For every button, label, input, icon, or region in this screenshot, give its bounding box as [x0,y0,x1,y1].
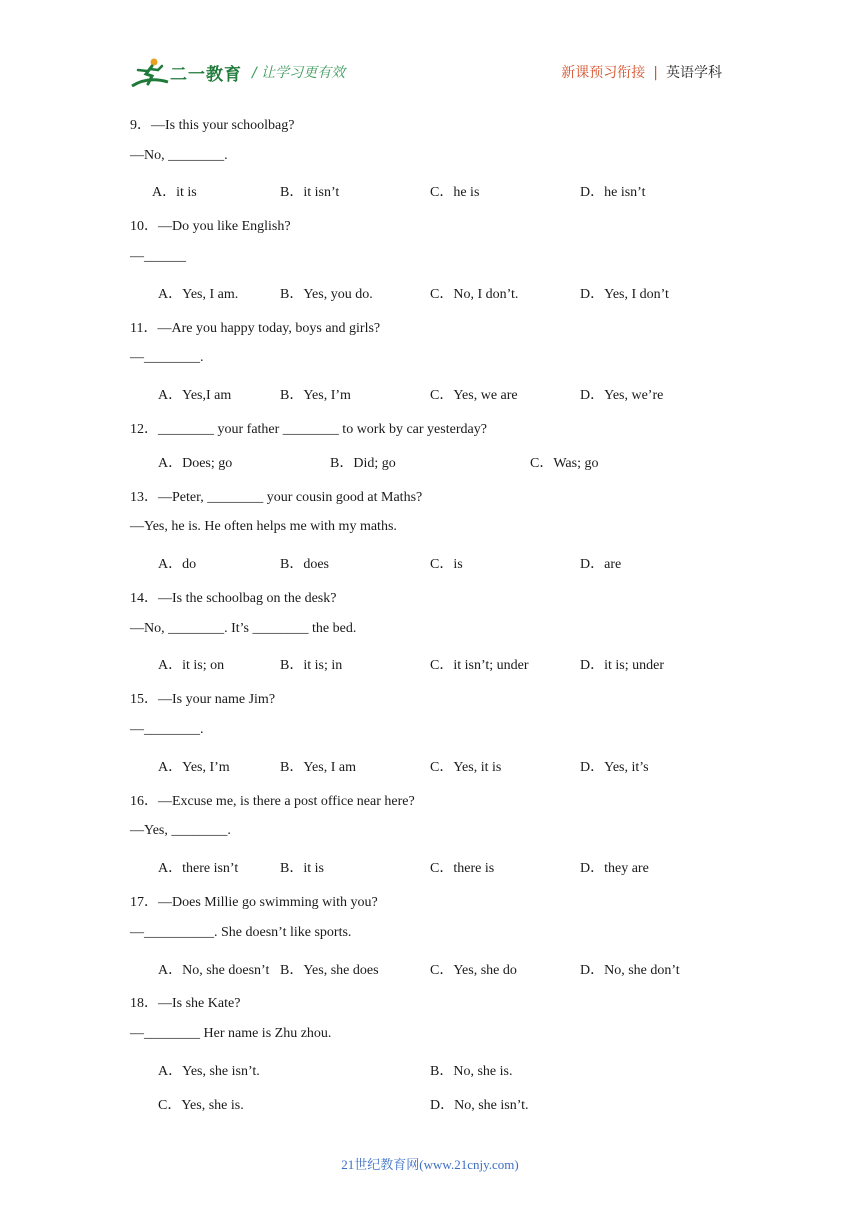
question-11-option-a: A．Yes,I am [158,388,232,403]
question-11-option-c: C．Yes, we are [430,388,518,403]
question-10-option-c: C．No, I don’t. [430,287,519,302]
runner-logo-icon [130,56,170,90]
slogan: / 让学习更有效 [252,65,346,81]
question-15-stem: 15．—Is your name Jim? [130,692,276,707]
question-13-option-d: D．are [580,557,622,572]
question-17-option-c: C．Yes, she do [430,963,517,978]
question-17-option-d: D．No, she don’t [580,963,680,978]
question-14-stem: 14．—Is the schoolbag on the desk? [130,591,337,606]
question-9-option-c: C．he is [430,185,480,200]
question-15-option-b: B．Yes, I am [280,760,356,775]
question-16-option-a: A．there isn’t [158,861,239,876]
question-18-stem: 18．—Is she Kate? [130,996,241,1011]
question-14-option-b: B．it is; in [280,658,343,673]
course-title: 新课预习衔接 [561,65,646,81]
question-13-stem: 13．—Peter, ________ your cousin good at Maths? [130,490,423,505]
question-9-stem: 9．—Is this your schoolbag? [130,118,295,133]
question-18-answer-line: —________ Her name is Zhu zhou. [130,1026,332,1041]
question-9-answer-line: —No, ________. [130,148,228,163]
question-10-option-b: B．Yes, you do. [280,287,373,302]
question-11-option-b: B．Yes, I’m [280,388,351,403]
question-9-option-d: D．he isn’t [580,185,646,200]
question-10-option-d: D．Yes, I don’t [580,287,669,302]
question-17-option-a: A．No, she doesn’t [158,963,270,978]
question-18-option-d: D．No, she isn’t. [430,1098,529,1113]
question-13-option-b: B．does [280,557,329,572]
question-17-stem: 17．—Does Millie go swimming with you? [130,895,378,910]
question-10-stem: 10．—Do you like English? [130,219,291,234]
question-17-option-b: B．Yes, she does [280,963,379,978]
subject-title: 英语学科 [666,65,722,81]
question-17-answer-line: —__________. She doesn’t like sports. [130,925,352,940]
question-15-option-c: C．Yes, it is [430,760,502,775]
question-10-option-a: A．Yes, I am. [158,287,239,302]
question-11-stem: 11．—Are you happy today, boys and girls? [130,321,381,336]
question-16-option-d: D．they are [580,861,649,876]
question-16-option-c: C．there is [430,861,495,876]
question-14-option-c: C．it isn’t; under [430,658,529,673]
question-14-option-a: A．it is; on [158,658,225,673]
question-15-option-a: A．Yes, I’m [158,760,230,775]
question-14-answer-line: —No, ________. It’s ________ the bed. [130,621,357,636]
question-12-stem: 12．________ your father ________ to work by car yesterday? [130,422,487,437]
question-16-option-b: B．it is [280,861,324,876]
question-18-option-a: A．Yes, she isn’t. [158,1064,260,1079]
question-13-answer-line: —Yes, he is. He often helps me with my maths. [130,519,397,534]
question-12-option-c: C．Was; go [530,456,599,471]
header-separator: | [653,65,658,81]
question-16-answer-line: —Yes, ________. [130,823,231,838]
question-18-option-c: C．Yes, she is. [158,1098,244,1113]
question-9-option-b: B．it isn’t [280,185,340,200]
logo [130,56,240,90]
question-16-stem: 16．—Excuse me, is there a post office near here? [130,794,415,809]
logo-text: 二一教育 [170,65,242,85]
question-18-option-b: B．No, she is. [430,1064,513,1079]
question-15-option-d: D．Yes, it’s [580,760,649,775]
question-15-answer-line: —________. [130,722,204,737]
header-course-info [561,62,722,82]
question-9-option-a: A．it is [152,185,197,200]
page-footer: 21世纪教育网(www.21cnjy.com) [341,1157,519,1172]
page-header [0,0,860,100]
question-14-option-d: D．it is; under [580,658,664,673]
question-12-option-a: A．Does; go [158,456,233,471]
question-13-option-a: A．do [158,557,197,572]
question-11-answer-line: —________. [130,350,204,365]
question-11-option-d: D．Yes, we’re [580,388,664,403]
question-10-answer-line: —______ [130,249,186,264]
question-13-option-c: C．is [430,557,463,572]
question-12-option-b: B．Did; go [330,456,396,471]
